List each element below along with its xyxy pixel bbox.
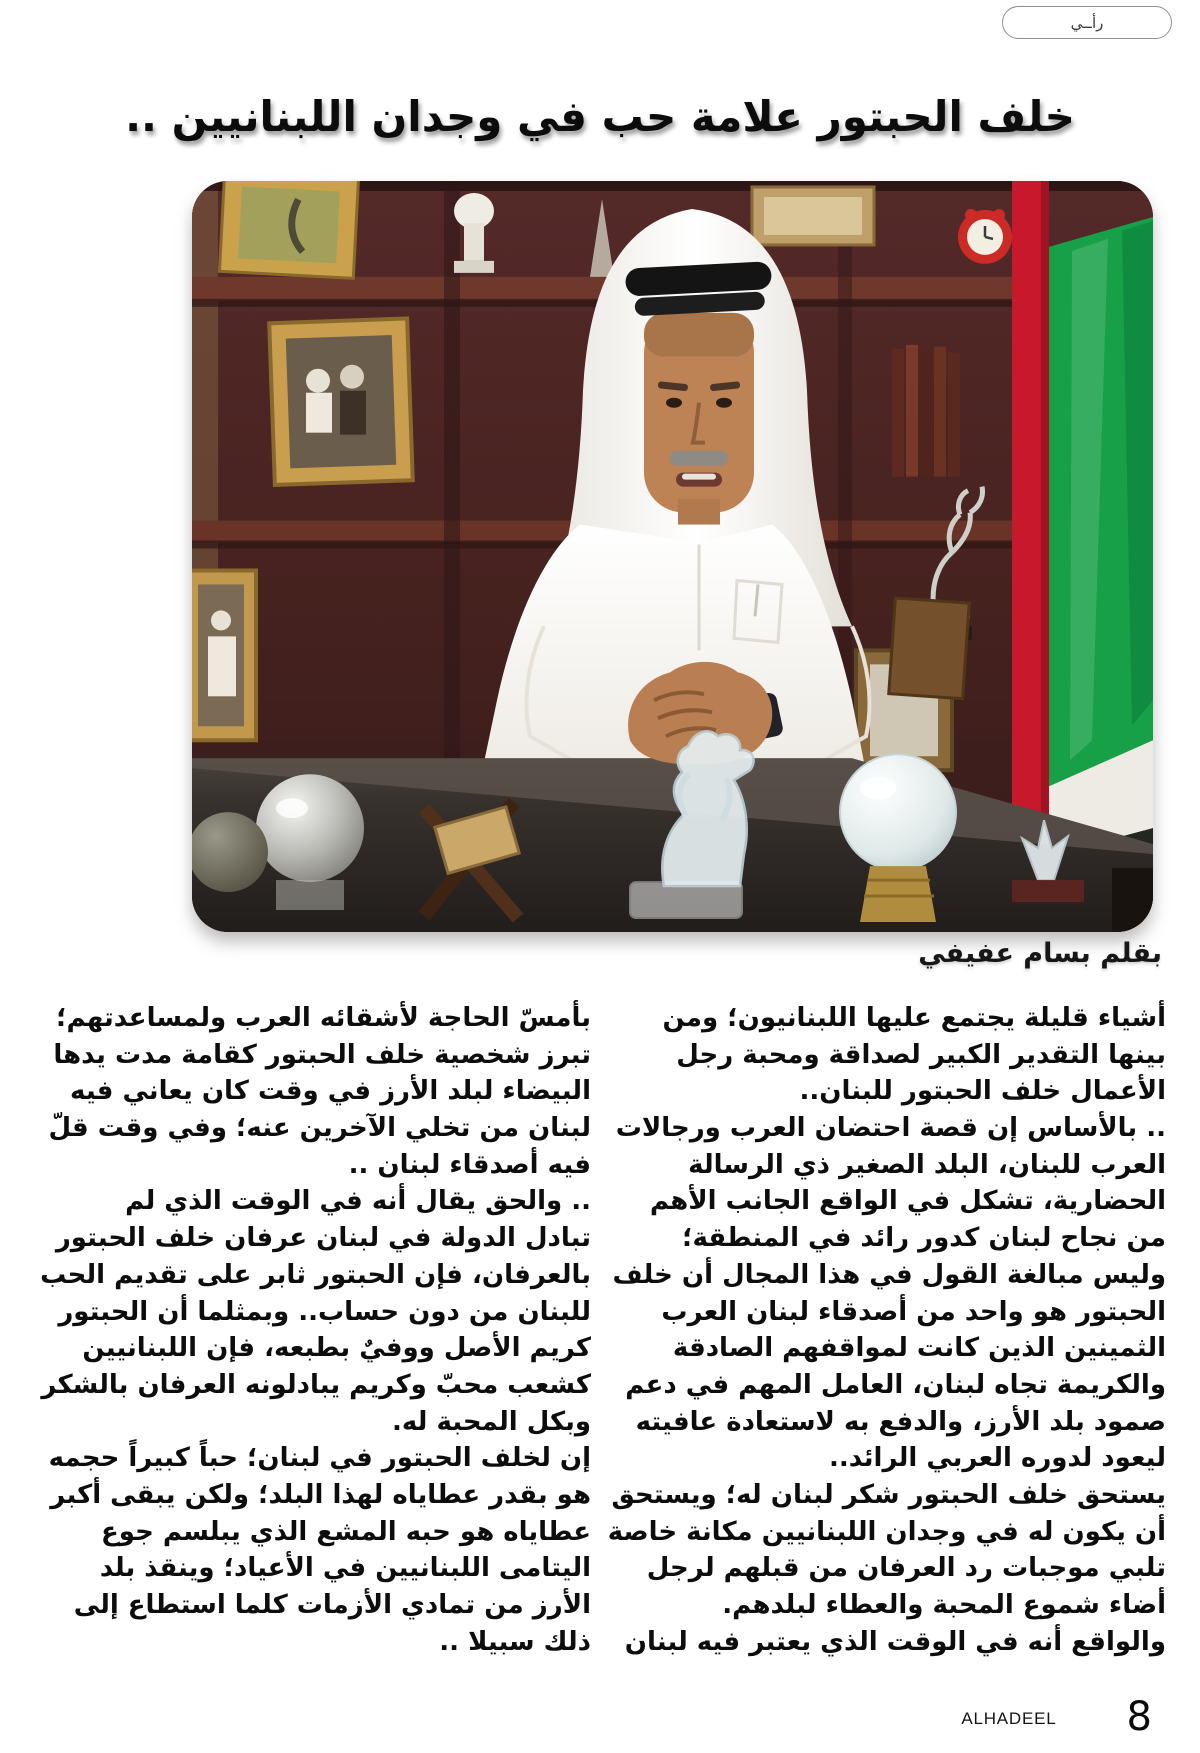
text-line: .. والحق يقال أنه في الوقت الذي لم xyxy=(125,1186,591,1217)
text-line: والكريمة تجاه لبنان، العامل المهم في دعم xyxy=(625,1369,1166,1400)
agal-band xyxy=(625,261,773,317)
text-line: لبنان من تخلي الآخرين عنه؛ وفي وقت قلّ xyxy=(48,1113,591,1144)
article-headline: خلف الحبتور علامة حب في وجدان اللبنانيين .. xyxy=(125,92,1075,142)
text-line: يستحق خلف الحبتور شكر لبنان له؛ ويستحق xyxy=(611,1479,1166,1510)
text-line: ذلك سبيلا .. xyxy=(439,1626,591,1657)
text-line: تبادل الدولة في لبنان عرفان خلف الحبتور xyxy=(55,1223,591,1254)
text-line: أشياء قليلة يجتمع عليها اللبنانيون؛ ومن xyxy=(662,1003,1166,1033)
text-line: بالعرفان، فإن الحبتور ثابر على تقديم الحب xyxy=(40,1259,591,1290)
byline: بقلم بسام عفيفي xyxy=(918,938,1162,969)
text-line: البيضاء لبلد الأرز في وقت كان يعاني فيه xyxy=(70,1076,591,1107)
text-line: اليتامى اللبنانيين في الأعياد؛ وينقذ بلد xyxy=(99,1553,591,1584)
text-line: الحبتور هو واحد من أصدقاء لبنان العرب xyxy=(661,1296,1166,1327)
text-line: وبكل المحبة له. xyxy=(392,1406,591,1437)
text-line: بأمسّ الحاجة لأشقائه العرب ولمساعدتهم؛ xyxy=(56,1003,591,1033)
text-line: فيه أصدقاء لبنان .. xyxy=(348,1149,591,1180)
text-line: الأرز من تمادي الأزمات كلما استطاع إلى xyxy=(73,1590,591,1620)
photo-illustration xyxy=(192,181,1153,932)
article-body xyxy=(34,1000,1166,1660)
footer-magazine-name: ALHADEEL xyxy=(961,1709,1057,1728)
text-line: هو بقدر عطاياه لهذا البلد؛ ولكن يبقى أكبر xyxy=(50,1479,591,1510)
text-line: بينها التقدير الكبير لصداقة ومحبة رجل xyxy=(676,1039,1166,1070)
text-line: الثمينين الذين كانت لمواقفهم الصادقة xyxy=(672,1333,1166,1364)
text-line: عطاياه هو حبه المشع الذي يبلسم جوع xyxy=(101,1516,591,1547)
text-line: كريم الأصل ووفيٌ بطبعه، فإن اللبنانيين xyxy=(82,1333,591,1364)
text-line: والواقع أنه في الوقت الذي يعتبر فيه لبنان xyxy=(624,1626,1166,1657)
article-column-left xyxy=(34,1000,591,1660)
text-line: تبرز شخصية خلف الحبتور كقامة مدت يدها xyxy=(53,1039,591,1070)
text-line: صمود بلد الأرز، والدفع به لاستعادة عافيته xyxy=(635,1406,1166,1437)
red-alarm-clock xyxy=(958,209,1012,264)
gold-plaque xyxy=(752,187,874,245)
text-line: وليس مبالغة القول في هذا المجال أن خلف xyxy=(612,1259,1166,1290)
text-line: .. بالأساس إن قصة احتضان العرب ورجالات xyxy=(615,1113,1166,1144)
framed-picture-olive xyxy=(219,181,358,278)
text-line: كشعب محبّ وكريم يبادلونه العرفان بالشكر xyxy=(41,1369,591,1400)
framed-family-photo xyxy=(269,318,413,484)
text-line: أضاء شموع المحبة والعطاء لبلدهم. xyxy=(722,1590,1166,1620)
text-line: الأعمال خلف الحبتور للبنان.. xyxy=(799,1076,1166,1107)
books-row xyxy=(892,345,960,477)
dark-desk-item xyxy=(1112,868,1153,932)
article-column-right xyxy=(609,1000,1166,1660)
page-footer xyxy=(961,1694,1152,1740)
article-photo xyxy=(192,181,1153,932)
text-line: تلبي موجبات رد العرفان من قبلهم لرجل xyxy=(646,1553,1166,1584)
text-line: من نجاح لبنان كدور رائد في المنطقة؛ xyxy=(682,1223,1166,1254)
footer-page-number: 8 xyxy=(1126,1694,1152,1740)
text-line: للبنان من دون حساب.. وبمثلما أن الحبتور xyxy=(58,1296,591,1327)
opinion-badge xyxy=(1002,6,1172,39)
text-line: العرب للبنان، البلد الصغير ذي الرسالة xyxy=(688,1149,1166,1180)
mustache xyxy=(670,451,728,466)
text-line: أن يكون له في وجدان اللبنانيين مكانة خاصة xyxy=(607,1516,1166,1547)
framed-photo-lower-left xyxy=(192,570,256,740)
opinion-badge-label: رأــي xyxy=(1070,13,1104,32)
text-line: الحضارية، تشكل في الواقع الجانب الأهم xyxy=(649,1186,1166,1217)
text-line: ليعود لدوره العربي الرائد.. xyxy=(829,1443,1166,1474)
text-line: إن لخلف الحبتور في لبنان؛ حباً كبيراً حجمه xyxy=(48,1443,591,1474)
